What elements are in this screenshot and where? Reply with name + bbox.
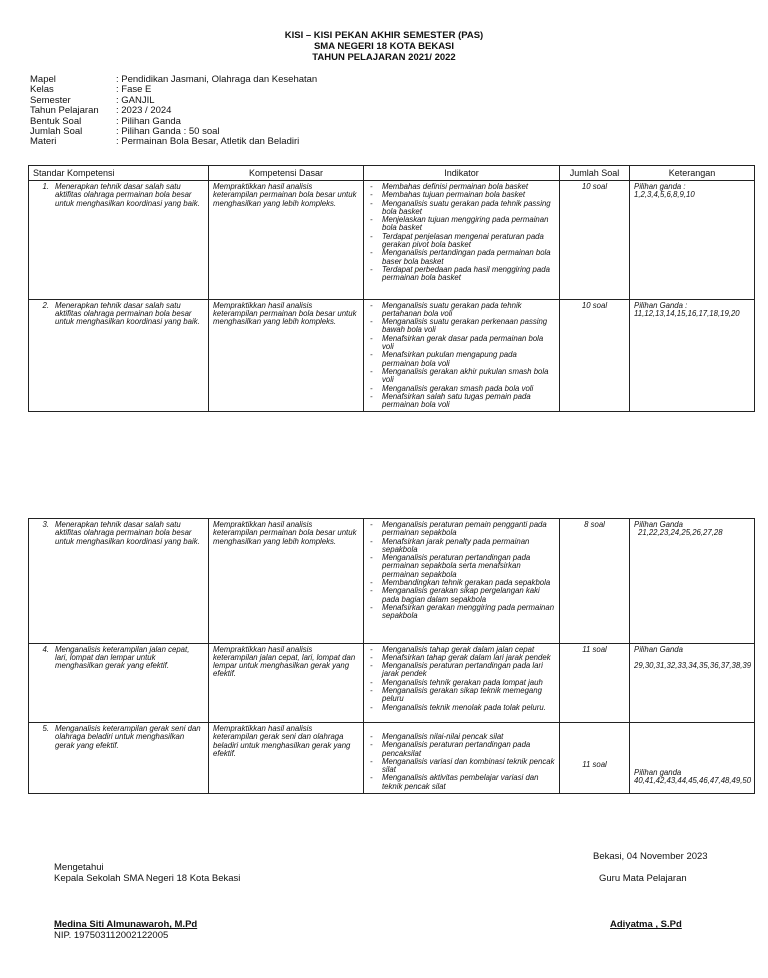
indikator-text: Menganalisis tahap gerak dalam jalan cepat bbox=[382, 644, 535, 654]
meta-value: : Permainan Bola Besar, Atletik dan Beladiri bbox=[116, 136, 300, 148]
document-header bbox=[0, 30, 768, 63]
keterangan-values: 40,41,42,43,44,45,46,47,48,49,50 bbox=[634, 776, 752, 786]
meta-value: : 2023 / 2024 bbox=[116, 105, 172, 117]
indikator-list bbox=[368, 733, 555, 791]
sk-text: Menerapkan tehnik dasar salah satu aktifitas olahraga permainan bola besar untuk menghasilkan koordinasi yang baik. bbox=[55, 300, 200, 327]
principal-signature bbox=[54, 919, 197, 941]
header-line-1: KISI – KISI PEKAN AKHIR SEMESTER (PAS) bbox=[284, 30, 484, 41]
sk-cell bbox=[29, 643, 209, 722]
list-item: - Menganalisis peraturan pertandingan pada pencaksilat bbox=[368, 741, 555, 758]
indikator-text: Menganalisis gerakan sikap pergelangan kaki pada bagian dalam sepakbola bbox=[382, 586, 540, 604]
indikator-text: Menafsirkan tahap gerak dalam lari jarak pendek bbox=[382, 652, 551, 662]
sk-text: Menerapkan tehnik dasar salah satu aktifitas olahraga permainan bola besar untuk menghasilkan koordinasi yang baik. bbox=[55, 520, 200, 546]
keterangan-cell bbox=[630, 519, 755, 644]
list-item: - Menganalisis gerakan sikap pergelangan kaki pada bagian dalam sepakbola bbox=[368, 587, 555, 604]
meta-row bbox=[30, 137, 317, 147]
meta-row bbox=[30, 85, 317, 95]
indikator-cell bbox=[364, 643, 560, 722]
meta-value: : Pendidikan Jasmani, Olahraga dan Kesehatan bbox=[116, 74, 318, 85]
row-number: 4. bbox=[42, 644, 49, 654]
indikator-text: Menafsirkan pukulan mengapung pada permainan bola voli bbox=[382, 350, 517, 368]
sk-cell bbox=[29, 722, 209, 793]
meta-value: : Fase E bbox=[116, 84, 152, 96]
jumlah-soal-cell: 10 soal bbox=[560, 181, 630, 300]
list-item: - Menganalisis tahap gerak dalam jalan cepat bbox=[370, 644, 535, 654]
row-number: 3. bbox=[42, 520, 49, 529]
keterangan-cell bbox=[630, 181, 755, 300]
sk-cell bbox=[29, 519, 209, 644]
indikator-text: Menganalisis variasi dan kombinasi teknik pencak silat bbox=[382, 756, 555, 775]
header-keterangan: Keterangan bbox=[630, 166, 755, 181]
indikator-list bbox=[368, 183, 555, 283]
indikator-text: Menganalisis peraturan pertandingan pada lari jarak pendek bbox=[382, 661, 543, 679]
indikator-text: Menganalisis teknik menolak pada tolak peluru. bbox=[382, 702, 546, 712]
list-item: - Terdapat perbedaan pada hasil menggiring pada permainan bola basket bbox=[368, 266, 555, 283]
indikator-text: Menganalisis suatu gerakan perkenaan passing bawah bola voli bbox=[382, 317, 548, 335]
keterangan-values: 1,2,3,4,5,6,8,9,10 bbox=[634, 190, 695, 200]
indikator-text: Menganalisis suatu gerakan pada tehnik pertahanan bola voli bbox=[382, 300, 522, 318]
table-row bbox=[29, 722, 755, 793]
principal-name: Medina Siti Almunawaroh, M.Pd bbox=[54, 919, 198, 930]
jumlah-soal-cell bbox=[560, 722, 630, 793]
table-row bbox=[29, 519, 755, 644]
kd-cell: Mempraktikkan hasil analisis keterampilan permainan bola besar untuk menghasilkan yang lebih kompleks. bbox=[209, 299, 364, 412]
list-item: - Menganalisis gerakan sikap teknik memegang peluru bbox=[368, 687, 555, 704]
meta-label: Materi bbox=[30, 136, 57, 148]
jumlah-soal-value: 11 soal bbox=[582, 759, 607, 769]
indikator-text: Membahas definisi permainan bola basket bbox=[382, 182, 529, 191]
indikator-cell bbox=[364, 519, 560, 644]
list-item: - Menganalisis variasi dan kombinasi teknik pencak silat bbox=[370, 756, 555, 775]
meta-info bbox=[30, 75, 317, 148]
principal-title: Kepala Sekolah SMA Negeri 18 Kota Bekasi bbox=[54, 873, 241, 884]
sk-cell bbox=[29, 181, 209, 300]
signature-date: Bekasi, 04 November 2023 bbox=[593, 851, 708, 862]
keterangan-values: 21,22,23,24,25,26,27,28 bbox=[638, 528, 723, 538]
keterangan-label: Pilihan Ganda bbox=[634, 644, 683, 654]
sk-text: Menerapkan tehnik dasar salah satu aktifitas olahraga permainan bola besar untuk menghasilkan koordinasi yang baik. bbox=[55, 182, 200, 208]
indikator-text: Menafsirkan jarak penalty pada permainan sepakbola bbox=[382, 536, 530, 554]
indikator-cell bbox=[364, 722, 560, 793]
meta-label: Mapel bbox=[30, 74, 56, 85]
principal-nip: NIP. 197503112002122005 bbox=[54, 930, 169, 941]
header-line-3: TAHUN PELAJARAN 2021/ 2022 bbox=[312, 52, 456, 63]
indikator-text: Membahas tujuan permainan bola basket bbox=[382, 190, 526, 200]
kisi-table-page-2 bbox=[28, 518, 755, 794]
kd-cell: Mempraktikkan hasil analisis keterampilan gerak seni dan olahraga beladiri untuk menghasilkan gerak yang efektif. bbox=[209, 722, 364, 793]
indikator-text: Menganalisis pertandingan pada permainan bola baser bola basket bbox=[382, 248, 551, 266]
list-item: - Menganalisis peraturan pertandingan pada permainan sepakbola serta menafsirkan permainan sepakbola bbox=[368, 554, 555, 579]
list-item: - Menafsirkan gerakan menggiring pada permainan sepakbola bbox=[370, 602, 555, 621]
list-item: - Menganalisis suatu gerakan perkenaan passing bawah bola voli bbox=[368, 318, 555, 335]
header-indikator: Indikator bbox=[364, 166, 560, 181]
indikator-text: Menafsirkan gerak dasar pada permainan bola voli bbox=[382, 333, 544, 352]
table-row bbox=[29, 643, 755, 722]
jumlah-soal-cell: 11 soal bbox=[560, 643, 630, 722]
sk-cell bbox=[29, 299, 209, 412]
keterangan-values: 11,12,13,14,15,16,17,18,19,20 bbox=[634, 308, 740, 318]
list-item: - Membandingkan tehnik gerakan pada sepakbola bbox=[370, 578, 551, 588]
meta-row bbox=[30, 75, 317, 85]
indikator-text: Terdapat penjelasan mengenai peraturan pada gerakan pivot bola basket bbox=[382, 231, 544, 250]
mengetahui-label: Mengetahui bbox=[54, 862, 104, 873]
meta-value: : GANJIL bbox=[116, 94, 155, 106]
kisi-table-page-1 bbox=[28, 165, 755, 412]
list-item: - Menafsirkan gerak dasar pada permainan bola voli bbox=[368, 335, 555, 352]
indikator-text: Menganalisis aktivitas pembelajar variasi dan teknik pencak silat bbox=[382, 773, 539, 791]
list-item: - Menganalisis tehnik gerakan pada lompat jauh bbox=[370, 677, 543, 687]
table-header-row bbox=[29, 166, 755, 181]
header-jumlah-soal: Jumlah Soal bbox=[560, 166, 630, 181]
list-item: - Menganalisis gerakan akhir pukulan smash bola voli bbox=[368, 368, 555, 385]
row-number: 2. bbox=[42, 300, 49, 310]
kd-cell: Mempraktikkan hasil analisis keterampilan permainan bola besar untuk menghasilkan yang lebih kompleks. bbox=[209, 519, 364, 644]
keterangan-cell bbox=[630, 643, 755, 722]
kd-cell: Mempraktikkan hasil analisis keterampilan permainan bola besar untuk menghasilkan yang lebih kompleks. bbox=[209, 181, 364, 300]
list-item: - Menganalisis aktivitas pembelajar variasi dan teknik pencak silat bbox=[368, 774, 555, 791]
indikator-text: Menganalisis peraturan pertandingan pada permainan sepakbola serta menafsirkan permainan sepakbola bbox=[382, 553, 531, 579]
indikator-text: Menganalisis gerakan sikap teknik memegang peluru bbox=[382, 686, 542, 704]
list-item: - Menganalisis gerakan smash pada bola voli bbox=[370, 383, 534, 393]
indikator-text: Menjelaskan tujuan menggiring pada permainan bola basket bbox=[382, 215, 549, 233]
meta-value: : Pilihan Ganda bbox=[116, 115, 181, 127]
indikator-text: Menafsirkan gerakan menggiring pada permainan sepakbola bbox=[382, 602, 555, 621]
indikator-text: Terdapat perbedaan pada hasil menggiring pada permainan bola basket bbox=[382, 264, 550, 283]
header-kompetensi-dasar: Kompetensi Dasar bbox=[209, 166, 364, 181]
indikator-list bbox=[368, 521, 555, 621]
keterangan-label: Pilihan ganda : bbox=[634, 182, 686, 191]
list-item: - Membahas definisi permainan bola basket bbox=[370, 182, 529, 191]
list-item: - Menganalisis suatu gerakan pada tehnik passing bola basket bbox=[368, 200, 555, 217]
jumlah-soal-cell: 8 soal bbox=[560, 519, 630, 644]
keterangan-label: Pilihan Ganda bbox=[634, 520, 683, 529]
indikator-text: Menganalisis nilai-nilai pencak silat bbox=[382, 731, 504, 741]
keterangan-cell bbox=[630, 722, 755, 793]
principal-block bbox=[54, 862, 240, 884]
meta-label: Kelas bbox=[30, 84, 54, 96]
row-number: 5. bbox=[42, 723, 49, 733]
indikator-text: Menganalisis suatu gerakan pada tehnik passing bola basket bbox=[382, 198, 551, 216]
indikator-cell bbox=[364, 181, 560, 300]
jumlah-soal-cell: 10 soal bbox=[560, 299, 630, 412]
list-item: - Menafsirkan pukulan mengapung pada permainan bola voli bbox=[368, 351, 555, 368]
list-item: - Menafsirkan jarak penalty pada permainan sepakbola bbox=[368, 538, 555, 555]
list-item: - Membahas tujuan permainan bola basket bbox=[370, 190, 526, 200]
indikator-cell bbox=[364, 299, 560, 412]
indikator-text: Menganalisis peraturan pemain pengganti pada permainan sepakbola bbox=[382, 520, 547, 538]
meta-label: Bentuk Soal bbox=[30, 115, 82, 127]
list-item: - Terdapat penjelasan mengenai peraturan pada gerakan pivot bola basket bbox=[368, 233, 555, 250]
meta-label: Tahun Pelajaran bbox=[30, 105, 99, 117]
list-item: - Menganalisis peraturan pertandingan pada lari jarak pendek bbox=[368, 662, 555, 679]
list-item: - Menganalisis peraturan pemain pengganti pada permainan sepakbola bbox=[368, 521, 555, 538]
list-item: - Menafsirkan tahap gerak dalam lari jarak pendek bbox=[370, 652, 551, 662]
meta-label: Jumlah Soal bbox=[30, 126, 83, 138]
teacher-title: Guru Mata Pelajaran bbox=[599, 873, 687, 884]
indikator-text: Menganalisis gerakan smash pada bola voli bbox=[382, 383, 534, 393]
list-item: - Menjelaskan tujuan menggiring pada permainan bola basket bbox=[368, 216, 555, 233]
indikator-text: Menafsirkan salah satu tugas pemain pada permainan bola voli bbox=[382, 391, 531, 410]
indikator-text: Membandingkan tehnik gerakan pada sepakbola bbox=[382, 578, 551, 588]
keterangan-label: Pilihan Ganda : bbox=[634, 300, 688, 310]
teacher-name: Adiyatma , S.Pd bbox=[610, 919, 682, 930]
header-line-2: SMA NEGERI 18 KOTA BEKASI bbox=[313, 41, 455, 52]
list-item: - Menganalisis teknik menolak pada tolak peluru. bbox=[370, 702, 546, 712]
keterangan-label: Pilihan ganda bbox=[634, 767, 682, 777]
list-item: - Menganalisis pertandingan pada permainan bola baser bola basket bbox=[368, 249, 555, 266]
indikator-text: Menganalisis peraturan pertandingan pada pencaksilat bbox=[382, 740, 531, 758]
list-item: - Menganalisis nilai-nilai pencak silat bbox=[370, 731, 504, 741]
indikator-list bbox=[368, 302, 555, 410]
indikator-text: Menganalisis gerakan akhir pukulan smash bola voli bbox=[382, 366, 549, 385]
list-item: - Menganalisis suatu gerakan pada tehnik pertahanan bola voli bbox=[368, 302, 555, 319]
meta-value: : Pilihan Ganda : 50 soal bbox=[116, 126, 220, 138]
keterangan-cell bbox=[630, 299, 755, 412]
kd-cell: Mempraktikkan hasil analisis keterampilan jalan cepat, lari, lompat dan lempar untuk menghasilkan gerak yang efektif. bbox=[209, 643, 364, 722]
meta-label: Semester bbox=[30, 94, 71, 106]
indikator-text: Menganalisis tehnik gerakan pada lompat jauh bbox=[382, 677, 543, 687]
table-row bbox=[29, 299, 755, 412]
header-standar-kompetensi: Standar Kompetensi bbox=[29, 166, 209, 181]
table-row bbox=[29, 181, 755, 300]
keterangan-values: 29,30,31,32,33,34,35,36,37,38,39 bbox=[634, 660, 752, 670]
sk-text: Menganalisis keterampilan jalan cepat, lari, lompat dan lempar untuk menghasilkan gerak yang efektif. bbox=[55, 644, 190, 671]
indikator-list bbox=[368, 646, 555, 712]
list-item: - Menafsirkan salah satu tugas pemain pada permainan bola voli bbox=[368, 393, 555, 410]
sk-text: Menganalisis keterampilan gerak seni dan olahraga beladiri untuk menghasilkan gerak yang efektif. bbox=[55, 723, 201, 750]
row-number: 1. bbox=[42, 182, 49, 191]
